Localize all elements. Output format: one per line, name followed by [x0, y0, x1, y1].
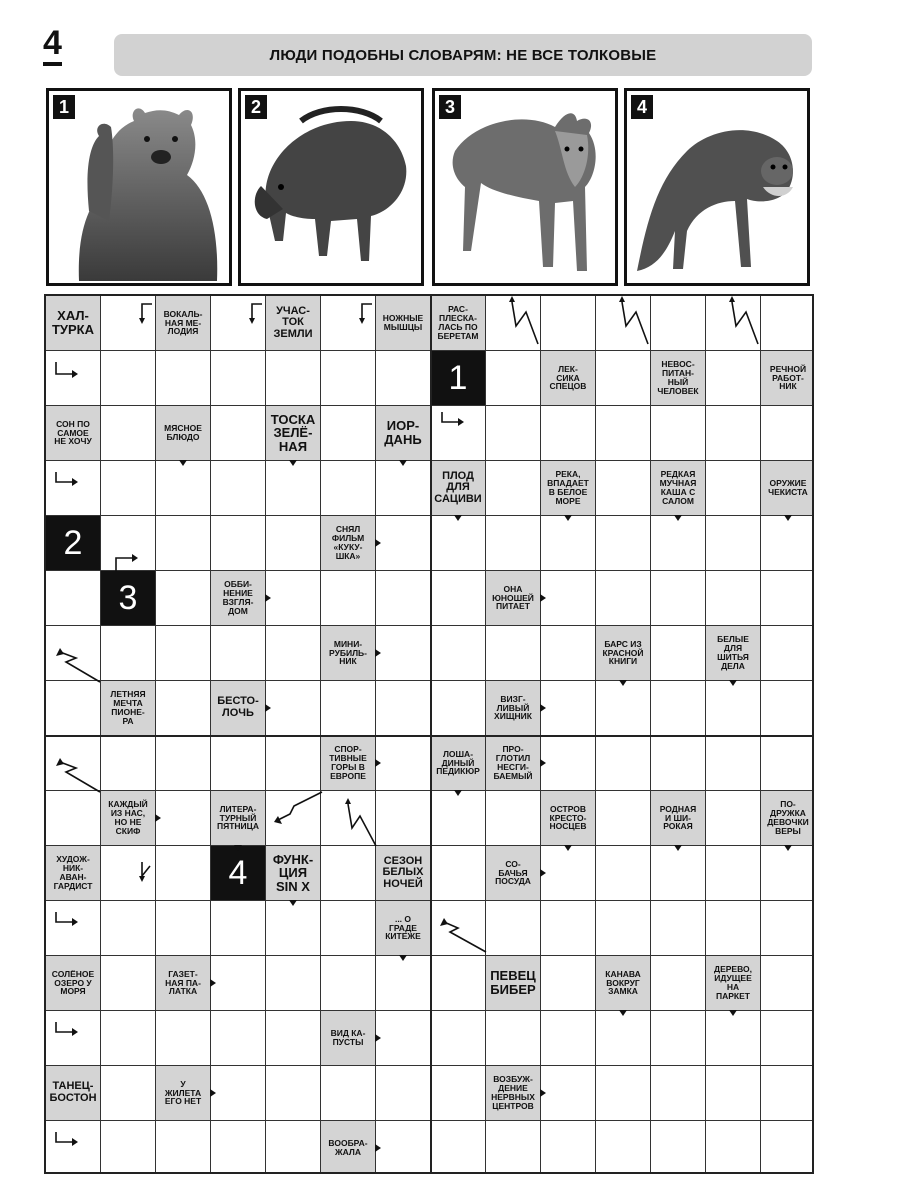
- clue-text: ВИЗГ- ЛИВЫЙ ХИЩНИК: [494, 693, 532, 722]
- arrow-icon: [116, 558, 132, 572]
- arrow-icon: [56, 472, 72, 482]
- marten-icon: [627, 91, 807, 283]
- arrow-icon: [56, 1022, 72, 1032]
- clue-text: РЕЧНОЙ РАБОТ- НИК: [769, 363, 807, 392]
- clue-text: ХАЛ- ТУРКА: [51, 308, 95, 337]
- clue-text: ОНА ЮНОШЕЙ ПИТАЕТ: [492, 583, 534, 612]
- clue-text: ДЕРЕВО, ИДУЩЕЕ НА ПАРКЕТ: [714, 964, 752, 1001]
- clue-text: МЯСНОЕ БЛЮДО: [164, 423, 202, 442]
- arrow-icon: [56, 362, 72, 374]
- arrow-icon: [442, 412, 458, 422]
- clue-text: ТАНЕЦ- БОСТОН: [49, 1080, 97, 1104]
- clue-text: СПОР- ТИВНЫЕ ГОРЫ В ЕВРОПЕ: [329, 744, 367, 781]
- photo-boar: [238, 88, 424, 286]
- bear-icon: [49, 91, 229, 283]
- arrow-icon: [362, 304, 372, 318]
- clue-text: БАРС ИЗ КРАСНОЙ КНИГИ: [602, 638, 644, 667]
- clue-text: РОДНАЯ И ШИ- РОКАЯ: [659, 803, 697, 832]
- arrow-icon: [732, 302, 758, 344]
- key-cell-3: 3: [101, 571, 156, 626]
- clue-text: ИОР- ДАНЬ: [384, 418, 422, 447]
- clue-text: УЧАС- ТОК ЗЕМЛИ: [273, 304, 313, 340]
- clue-text: КАЖДЫЙ ИЗ НАС, НО НЕ СКИФ: [108, 799, 148, 836]
- clue-text: ЛЕК- СИКА СПЕЦОВ: [549, 363, 587, 392]
- clue-text: ФУНК- ЦИЯ SIN X: [272, 851, 314, 894]
- arrow-icon: [60, 652, 100, 682]
- arrow-icon: [142, 862, 150, 876]
- clue-text: СНЯЛ ФИЛЬМ «КУКУ- ШКА»: [331, 524, 365, 561]
- arrow-icon: [348, 804, 376, 846]
- arrow-overlay: [46, 296, 814, 1174]
- arrow-icon: [278, 792, 322, 820]
- clue-text: ПЕВЕЦ БИБЕР: [490, 968, 536, 997]
- clue-text: БЕЛЫЕ ДЛЯ ШИТЬЯ ДЕЛА: [717, 634, 749, 671]
- clue-text: СОН ПО САМОЕ НЕ ХОЧУ: [54, 418, 92, 447]
- clue-text: БЕСТО- ЛОЧЬ: [217, 695, 259, 719]
- clue-text: НЕВОС- ПИТАН- НЫЙ ЧЕЛОВЕК: [657, 359, 699, 396]
- clue-text: МИНИ- РУБИЛЬ- НИК: [329, 638, 367, 667]
- arrow-icon: [56, 1132, 72, 1142]
- clue-text: ГАЗЕТ- НАЯ ПА- ЛАТКА: [165, 968, 201, 997]
- clue-text: ПЛОД ДЛЯ САЦИВИ: [434, 469, 482, 505]
- clue-text: ПРО- ГЛОТИЛ НЕСГИ- БАЕМЫЙ: [493, 744, 533, 781]
- clue-text: ВООБРА- ЖАЛА: [328, 1138, 368, 1157]
- arrow-icon: [60, 762, 100, 792]
- clue-text: РЕДКАЯ МУЧНАЯ КАША С САЛОМ: [659, 469, 697, 506]
- clue-text: ХУДОЖ- НИК- АВАН- ГАРДИСТ: [53, 854, 93, 891]
- crossword-grid: [44, 294, 814, 1174]
- page-title: ЛЮДИ ПОДОБНЫ СЛОВАРЯМ: НЕ ВСЕ ТОЛКОВЫЕ: [114, 34, 812, 76]
- key-cell-1: 1: [431, 351, 486, 406]
- clue-text: ЛЕТНЯЯ МЕЧТА ПИОНЕ- РА: [110, 689, 146, 726]
- photo-number: 2: [245, 95, 267, 119]
- clue-text: ОРУЖИЕ ЧЕКИСТА: [768, 478, 808, 497]
- clue-text: ПО- ДРУЖКА ДЕВОЧКИ ВЕРЫ: [767, 799, 809, 836]
- arrow-icon: [142, 304, 152, 318]
- wolf-icon: [435, 91, 615, 283]
- clue-text: ЛОША- ДИНЫЙ ПЕДИКЮР: [436, 748, 480, 777]
- clue-text: ТОСКА ЗЕЛЁ- НАЯ: [270, 411, 316, 454]
- clue-text: СЕЗОН БЕЛЫХ НОЧЕЙ: [382, 854, 424, 890]
- clue-text: ЛИТЕРА- ТУРНЫЙ ПЯТНИЦА: [216, 803, 259, 832]
- clue-text: У ЖИЛЕТА ЕГО НЕТ: [164, 1078, 202, 1107]
- arrow-icon: [56, 912, 72, 922]
- boar-icon: [241, 91, 421, 283]
- arrow-icon: [512, 302, 538, 344]
- arrow-icon: [444, 922, 486, 952]
- key-cell-2: 2: [46, 516, 101, 571]
- clue-text: ВИД КА- ПУСТЫ: [330, 1028, 366, 1047]
- photo-wolf: [432, 88, 618, 286]
- photo-marten: [624, 88, 810, 286]
- clue-text: НОЖНЫЕ МЫШЦЫ: [382, 313, 424, 332]
- page-number: 4: [43, 26, 62, 66]
- photo-number: 1: [53, 95, 75, 119]
- clue-text: ... О ГРАДЕ КИТЕЖЕ: [385, 913, 421, 942]
- clue-text: СОЛЁНОЕ ОЗЕРО У МОРЯ: [51, 968, 95, 997]
- clue-text: РАС- ПЛЕСКА- ЛАСЬ ПО БЕРЕТАМ: [437, 304, 479, 341]
- clue-text: РЕКА, ВПАДАЕТ В БЕЛОЕ МОРЕ: [547, 469, 589, 506]
- arrow-icon: [252, 304, 262, 318]
- clue-text: ОББИ- НЕНИЕ ВЗГЛЯ- ДОМ: [222, 579, 254, 616]
- photo-number: 4: [631, 95, 653, 119]
- photo-number: 3: [439, 95, 461, 119]
- photo-bear: [46, 88, 232, 286]
- clue-text: КАНАВА ВОКРУГ ЗАМКА: [605, 968, 641, 997]
- clue-text: СО- БАЧЬЯ ПОСУДА: [495, 858, 531, 887]
- key-cell-4: 4: [211, 846, 266, 901]
- arrow-icon: [622, 302, 648, 344]
- clue-text: ВОЗБУЖ- ДЕНИЕ НЕРВНЫХ ЦЕНТРОВ: [491, 1074, 535, 1111]
- clue-text: ОСТРОВ КРЕСТО- НОСЦЕВ: [549, 803, 587, 832]
- clue-text: ВОКАЛЬ- НАЯ МЕ- ЛОДИЯ: [163, 308, 203, 337]
